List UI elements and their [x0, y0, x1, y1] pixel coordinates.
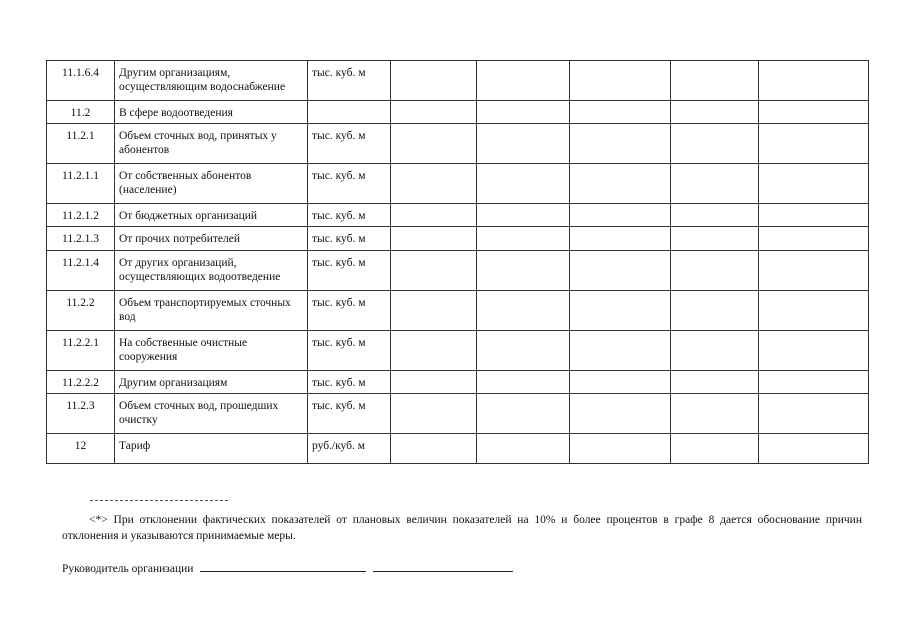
row-name: Объем сточных вод, прошедших очистку — [115, 394, 308, 434]
value-cell[interactable] — [477, 227, 570, 251]
row-number: 12 — [47, 434, 115, 464]
value-cell[interactable] — [759, 101, 869, 124]
row-number: 11.2.1.1 — [47, 164, 115, 204]
table-row — [47, 251, 869, 291]
row-name: От прочих потребителей — [115, 227, 308, 251]
value-cell[interactable] — [570, 434, 671, 464]
table-row — [47, 61, 869, 101]
row-unit: тыс. куб. м — [308, 164, 391, 204]
table-row — [47, 291, 869, 331]
value-cell[interactable] — [477, 101, 570, 124]
name-line[interactable] — [373, 558, 513, 572]
value-cell[interactable] — [570, 371, 671, 394]
value-cell[interactable] — [391, 371, 477, 394]
value-cell[interactable] — [570, 61, 671, 101]
value-cell[interactable] — [391, 61, 477, 101]
value-cell[interactable] — [671, 227, 759, 251]
value-cell[interactable] — [759, 394, 869, 434]
value-cell[interactable] — [570, 164, 671, 204]
value-cell[interactable] — [671, 204, 759, 227]
value-cell[interactable] — [759, 124, 869, 164]
value-cell[interactable] — [570, 251, 671, 291]
value-cell[interactable] — [671, 124, 759, 164]
row-number: 11.2 — [47, 101, 115, 124]
value-cell[interactable] — [391, 204, 477, 227]
row-number: 11.1.6.4 — [47, 61, 115, 101]
signature-block — [62, 558, 582, 577]
value-cell[interactable] — [759, 291, 869, 331]
value-cell[interactable] — [391, 124, 477, 164]
footnote — [62, 512, 862, 544]
row-unit: тыс. куб. м — [308, 251, 391, 291]
value-cell[interactable] — [759, 434, 869, 464]
table-row — [47, 331, 869, 371]
value-cell[interactable] — [759, 164, 869, 204]
value-cell[interactable] — [671, 331, 759, 371]
value-cell[interactable] — [671, 101, 759, 124]
value-cell[interactable] — [570, 204, 671, 227]
value-cell[interactable] — [477, 434, 570, 464]
signature-line[interactable] — [200, 558, 366, 572]
value-cell[interactable] — [671, 394, 759, 434]
row-name: На собственные очистные сооружения — [115, 331, 308, 371]
value-cell[interactable] — [391, 331, 477, 371]
value-cell[interactable] — [759, 251, 869, 291]
value-cell[interactable] — [477, 394, 570, 434]
value-cell[interactable] — [477, 204, 570, 227]
table-row — [47, 394, 869, 434]
row-number: 11.2.1.4 — [47, 251, 115, 291]
value-cell[interactable] — [671, 164, 759, 204]
value-cell[interactable] — [759, 331, 869, 371]
value-cell[interactable] — [477, 61, 570, 101]
value-cell[interactable] — [477, 251, 570, 291]
row-number: 11.2.3 — [47, 394, 115, 434]
value-cell[interactable] — [759, 204, 869, 227]
table-row — [47, 227, 869, 251]
row-unit: тыс. куб. м — [308, 227, 391, 251]
value-cell[interactable] — [570, 331, 671, 371]
row-name: От собственных абонентов (население) — [115, 164, 308, 204]
row-number: 11.2.2.1 — [47, 331, 115, 371]
value-cell[interactable] — [391, 164, 477, 204]
row-unit: руб./куб. м — [308, 434, 391, 464]
table-row — [47, 164, 869, 204]
value-cell[interactable] — [570, 227, 671, 251]
row-number: 11.2.1.3 — [47, 227, 115, 251]
table-row — [47, 371, 869, 394]
footnote-text: <*> При отклонении фактических показателей от плановых величин показателей на 10% и более процентов в графе 8 дается обоснование причин отклонения и указываются принимаемые меры. — [62, 514, 862, 542]
row-unit: тыс. куб. м — [308, 331, 391, 371]
value-cell[interactable] — [391, 101, 477, 124]
value-cell[interactable] — [671, 434, 759, 464]
value-cell[interactable] — [391, 291, 477, 331]
value-cell[interactable] — [671, 291, 759, 331]
table-row — [47, 434, 869, 464]
row-unit: тыс. куб. м — [308, 371, 391, 394]
value-cell[interactable] — [477, 164, 570, 204]
value-cell[interactable] — [671, 61, 759, 101]
value-cell[interactable] — [759, 371, 869, 394]
report-table — [46, 60, 869, 464]
row-unit: тыс. куб. м — [308, 291, 391, 331]
value-cell[interactable] — [391, 394, 477, 434]
value-cell[interactable] — [477, 331, 570, 371]
row-number: 11.2.1 — [47, 124, 115, 164]
row-unit: тыс. куб. м — [308, 124, 391, 164]
row-name: От бюджетных организаций — [115, 204, 308, 227]
value-cell[interactable] — [671, 371, 759, 394]
row-name: Тариф — [115, 434, 308, 464]
value-cell[interactable] — [570, 291, 671, 331]
row-number: 11.2.1.2 — [47, 204, 115, 227]
row-unit: тыс. куб. м — [308, 394, 391, 434]
value-cell[interactable] — [391, 227, 477, 251]
row-number: 11.2.2.2 — [47, 371, 115, 394]
signature-label: Руководитель организации — [62, 563, 194, 575]
value-cell[interactable] — [391, 251, 477, 291]
value-cell[interactable] — [477, 124, 570, 164]
value-cell[interactable] — [759, 227, 869, 251]
value-cell[interactable] — [391, 434, 477, 464]
value-cell[interactable] — [570, 394, 671, 434]
table-body — [47, 61, 869, 464]
row-name: В сфере водоотведения — [115, 101, 308, 124]
table-row — [47, 101, 869, 124]
value-cell[interactable] — [570, 101, 671, 124]
value-cell[interactable] — [759, 61, 869, 101]
footnote-separator — [90, 500, 228, 501]
value-cell[interactable] — [671, 251, 759, 291]
table-row — [47, 124, 869, 164]
row-name: Другим организациям, осуществляющим водоснабжение — [115, 61, 308, 101]
table-row — [47, 204, 869, 227]
value-cell[interactable] — [477, 291, 570, 331]
row-unit: тыс. куб. м — [308, 204, 391, 227]
row-number: 11.2.2 — [47, 291, 115, 331]
row-name: Объем сточных вод, принятых у абонентов — [115, 124, 308, 164]
row-name: От других организаций, осуществляющих водоотведение — [115, 251, 308, 291]
value-cell[interactable] — [570, 124, 671, 164]
row-name: Другим организациям — [115, 371, 308, 394]
row-unit — [308, 101, 391, 124]
row-unit: тыс. куб. м — [308, 61, 391, 101]
row-name: Объем транспортируемых сточных вод — [115, 291, 308, 331]
value-cell[interactable] — [477, 371, 570, 394]
